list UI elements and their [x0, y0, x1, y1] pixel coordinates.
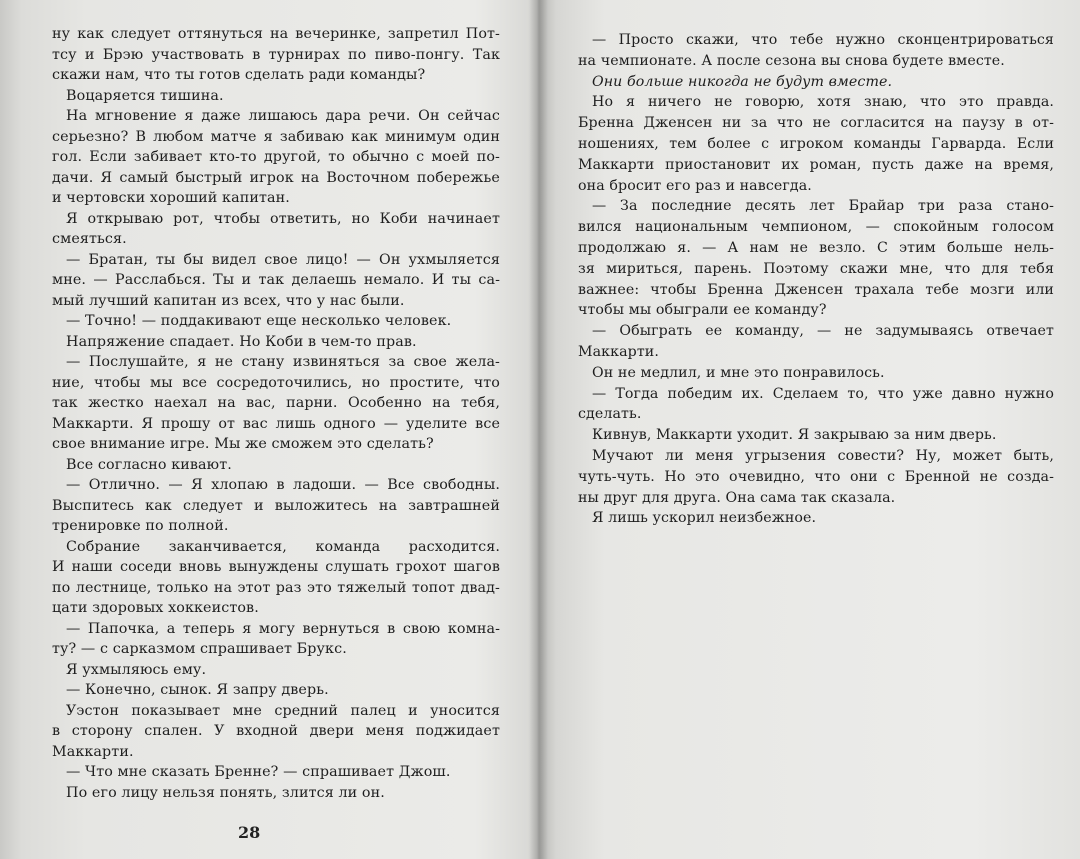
text-line: Я открываю рот, чтобы ответить, но Коби начинает [66, 210, 500, 227]
text-line: — Братан, ты бы видел свое лицо! — Он ухмыляется [66, 251, 500, 268]
text-line: Воцаряется тишина. [66, 87, 224, 104]
text-line: Маккарти приостановит их роман, пусть даже на время, [578, 156, 1054, 173]
text-line: Мучают ли меня угрызения совести? Ну, может быть, [592, 447, 1054, 464]
text-line: Все согласно кивают. [66, 456, 232, 473]
text-line: Уэстон показывает мне средний палец и уносится [66, 702, 500, 719]
text-line: — Просто скажи, что тебе нужно сконцентрироваться [592, 32, 1054, 48]
text-line: И наши соседи вновь вынуждены слушать грохот шагов [52, 559, 500, 575]
text-line: важнее: чтобы Бренна Дженсен трахала тебе мозги или [578, 281, 1054, 298]
text-line: смеяться. [52, 231, 127, 247]
text-line: чтобы мы обыграли ее команду? [578, 302, 827, 319]
text-line: Напряжение спадает. Но Коби в чем-то прав. [66, 333, 417, 350]
right-page [548, 0, 1080, 859]
text-line: в сторону спален. У входной двери меня поджидает [52, 723, 500, 739]
text-line: Собрание заканчивается, команда расходится. [66, 538, 500, 555]
text-line: цати здоровых хоккеистов. [52, 600, 259, 616]
text-line: Маккарти. [578, 343, 659, 360]
text-line: — Что мне сказать Бренне? — спрашивает Джош. [66, 764, 451, 780]
text-line: — Папочка, а теперь я могу вернуться в свою комна- [66, 620, 500, 637]
text-line: По его лицу нельзя понять, злится ли он. [66, 784, 385, 801]
text-line: мый лучший капитан из всех, что у нас были. [52, 292, 405, 309]
text-line: мне. — Расслабься. Ты и так делаешь немало. И ты са- [52, 272, 500, 288]
text-line: серьезно? В любом матче я забиваю как минимум один [52, 128, 500, 145]
text-line: гол. Если забивает кто-то другой, то обычно с моей по- [52, 149, 500, 165]
text-line: и чертовски хороший капитан. [52, 190, 290, 206]
text-line: сделать. [578, 406, 642, 423]
text-line: ние, чтобы мы все сосредоточились, но простите, что [52, 374, 500, 391]
text-line: на чемпионате. А после сезона вы снова будете вместе. [578, 52, 1005, 69]
text-line: ношениях, тем более с игроком команды Гарварда. Если [578, 135, 1054, 152]
left-page-text [52, 24, 500, 803]
text-line: На мгновение я даже лишаюсь дара речи. Он сейчас [66, 108, 500, 124]
text-line: дачи. Я самый быстрый игрок на Восточном побережье [52, 169, 500, 186]
text-line: чуть-чуть. Но это очевидно, что они с Бренной не созда- [578, 468, 1054, 485]
text-line: зя мириться, парень. Поэтому скажи мне, что для тебя [578, 260, 1054, 277]
text-line: она бросит его раз и навсегда. [578, 177, 812, 194]
text-line: ны друг для друга. Она сама так сказала. [578, 489, 896, 506]
text-line: ту? — с сарказмом спрашивает Брукс. [52, 641, 347, 657]
text-line: Я лишь ускорил неизбежное. [592, 510, 817, 527]
text-line: — Отлично. — Я хлопаю в ладоши. — Все свободны. [66, 477, 500, 493]
text-line: скажи нам, что ты готов сделать ради команды? [52, 67, 426, 83]
text-line: Бренна Дженсен ни за что не согласится на паузу в от- [578, 115, 1054, 132]
text-line: Кивнув, Маккарти уходит. Я закрываю за ним дверь. [592, 427, 997, 444]
text-line: Маккарти. Я прошу от вас лишь одного — уделите все [52, 415, 500, 432]
text-line: ну как следует оттянуться на вечеринке, запретил Пот- [52, 26, 500, 42]
page-number: 28 [238, 823, 261, 842]
text-line: — За последние десять лет Брайар три раза стано- [592, 198, 1054, 215]
text-line: Они больше никогда не будут вместе. [592, 73, 893, 90]
text-line: свое внимание игре. Мы же сможем это сделать? [52, 436, 434, 452]
text-line: Выспитесь как следует и выложитесь на завтрашней [52, 497, 500, 514]
text-line: — Тогда победим их. Сделаем то, что уже давно нужно [592, 385, 1054, 402]
text-line: — Конечно, сынок. Я запру дверь. [66, 682, 329, 698]
right-page-text [578, 30, 1054, 529]
text-line: вился национальным чемпионом, — спокойным голосом [578, 219, 1054, 236]
text-line: тренировке по полной. [52, 518, 229, 534]
text-line: — Послушайте, я не стану извиняться за свое жела- [66, 354, 500, 370]
text-line: Но я ничего не говорю, хотя знаю, что это правда. [592, 94, 1054, 111]
text-line: по лестнице, только на этот раз это тяжелый топот двад- [52, 579, 500, 596]
text-line: Маккарти. [52, 743, 134, 760]
left-page [0, 0, 530, 859]
text-line: — Обыграть ее команду, — не задумываясь отвечает [592, 323, 1054, 340]
book-gutter [528, 0, 548, 859]
text-line: так жестко наехал на вас, парни. Особенно на тебя, [52, 395, 500, 411]
text-line: — Точно! — поддакивают еще несколько человек. [66, 313, 452, 329]
text-line: продолжаю я. — А нам не везло. С этим больше нель- [578, 239, 1054, 256]
text-line: Я ухмыляюсь ему. [66, 661, 207, 678]
text-line: Он не медлил, и мне это понравилось. [592, 364, 885, 381]
text-line: тсу и Брэю участвовать в турнирах по пиво-понгу. Так [52, 46, 500, 63]
